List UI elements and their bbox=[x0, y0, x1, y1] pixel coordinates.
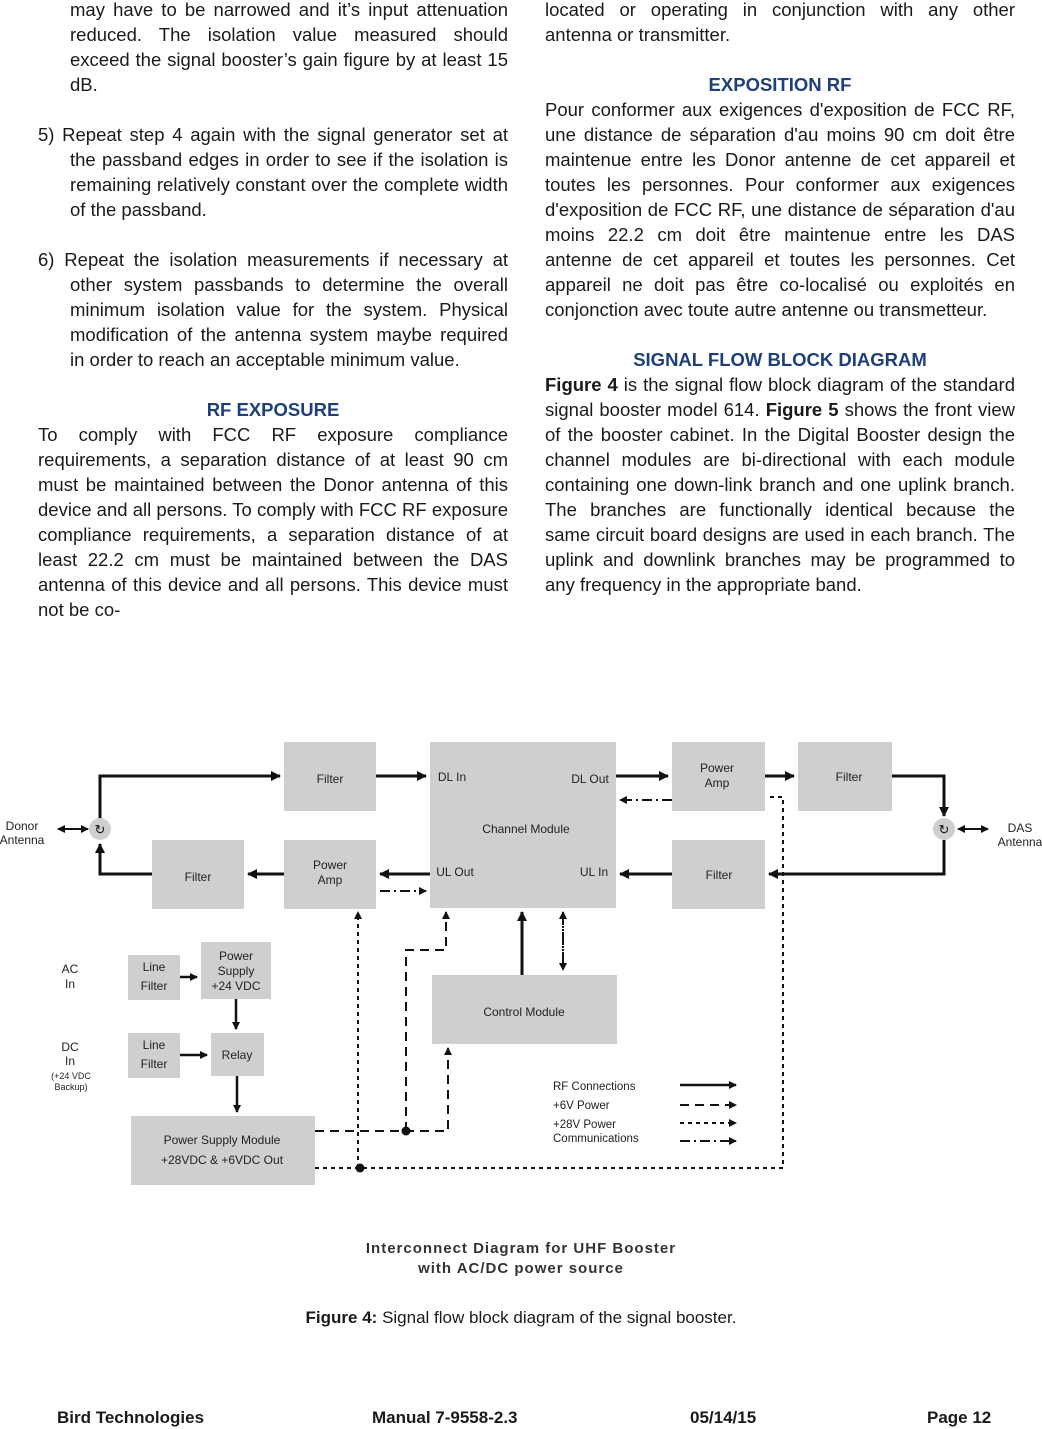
line-filter-label: Line bbox=[142, 1038, 166, 1052]
psm-label: Power Supply Module bbox=[163, 1133, 281, 1147]
das-antenna-label: DAS bbox=[1007, 821, 1033, 835]
ac-in-label: In bbox=[64, 977, 76, 991]
channel-module-label: Channel Module bbox=[482, 822, 570, 836]
interconnect-diagram bbox=[0, 735, 1042, 1280]
dc-in-label: In bbox=[64, 1054, 76, 1068]
das-antenna-label: Antenna bbox=[997, 835, 1042, 849]
ul-out-label: UL Out bbox=[436, 865, 474, 879]
signal-flow-text-1: is the signal flow block diagram of the standard signal booster model 614. bbox=[545, 374, 1015, 420]
left-column bbox=[38, 0, 508, 622]
line-filter-label: Filter bbox=[140, 979, 168, 993]
power-6v-lines bbox=[315, 912, 448, 1131]
junction-dot-2 bbox=[356, 1164, 365, 1173]
diagram-title-line-2: with AC/DC power source bbox=[418, 1260, 624, 1277]
legend-swatches bbox=[680, 1085, 736, 1141]
power-supply-label: +24 VDC bbox=[211, 979, 261, 993]
step-6: 6) Repeat the isolation measurements if necessary at other system passbands to determine the overall minimum isolation value for the system. Physical modification of the antenna system maybe required in order to reach an acceptable minimum value. bbox=[38, 249, 508, 370]
figure-4-ref: Figure 4 bbox=[545, 374, 618, 395]
filter-label: Filter bbox=[705, 868, 733, 882]
step-5: 5) Repeat step 4 again with the signal generator set at the passband edges in order to see if the isolation is remaining relatively constant over the complete width of the passband. bbox=[38, 124, 508, 220]
dc-backup-label: (+24 VDC bbox=[51, 1071, 91, 1081]
legend-comm-label: Communications bbox=[553, 1133, 639, 1145]
footer-company: Bird Technologies bbox=[57, 1408, 205, 1427]
legend-28v-label: +28V Power bbox=[553, 1119, 616, 1131]
ac-in-label: AC bbox=[61, 962, 79, 976]
rf-exposure-heading: RF EXPOSURE bbox=[206, 399, 340, 420]
dc-backup-label: Backup) bbox=[54, 1082, 88, 1092]
legend-6v-label: +6V Power bbox=[553, 1100, 610, 1112]
caption-label: Figure 4: bbox=[305, 1308, 378, 1327]
filter-label: Filter bbox=[835, 770, 863, 784]
footer-page: Page 12 bbox=[927, 1408, 992, 1427]
line-filter-label: Filter bbox=[140, 1057, 168, 1071]
psm-label: +28VDC & +6VDC Out bbox=[160, 1153, 284, 1167]
das-coupler-glyph: ↻ bbox=[938, 822, 950, 837]
power-supply-label: Power bbox=[218, 949, 254, 963]
junction-dot bbox=[402, 1127, 411, 1136]
footer-date: 05/14/15 bbox=[690, 1408, 757, 1427]
diagram-title-line-1: Interconnect Diagram for UHF Booster bbox=[365, 1240, 677, 1257]
power-amp-label: Amp bbox=[704, 776, 730, 790]
control-module-label: Control Module bbox=[483, 1005, 565, 1019]
donor-antenna-label: Antenna bbox=[0, 833, 45, 847]
filter-label: Filter bbox=[316, 772, 344, 786]
exposition-rf-heading: EXPOSITION RF bbox=[708, 74, 852, 95]
line-filter-label: Line bbox=[142, 960, 166, 974]
exposition-rf-text: Pour conformer aux exigences d'exposition de FCC RF, une distance de séparation d'au moins 90 cm doit être maintenue entre les Donor antenne de cet appareil et toutes les personnes. Pour conformer aux exigences d'exposition de FCC RF, une distance de séparation d'au moins 22.2 cm doit être maintenue entre les DAS antenne de cet appareil et toutes les personnes. Cet appareil ne doit pas être co-localisé ou exploités en conjonction avec toute autre antenne ou transmetteur. bbox=[545, 99, 1015, 320]
signal-flow-text-2: shows the front view of the booster cabinet. In the Digital Booster design the channel modules are bi-directional with each module containing one down-link branch and one uplink branch. The branches are functionally identical because the same circuit board designs are used in each branch. The uplink and downlink branches may be programmed to any frequency in the appropriate band. bbox=[545, 399, 1016, 595]
filter-label: Filter bbox=[184, 870, 212, 884]
dc-in-label: DC bbox=[61, 1040, 79, 1054]
figure-5-ref: Figure 5 bbox=[765, 399, 839, 420]
right-column bbox=[545, 0, 1015, 597]
legend-rf-label: RF Connections bbox=[553, 1081, 636, 1093]
power-supply-label: Supply bbox=[217, 964, 255, 978]
dl-out-label: DL Out bbox=[571, 772, 609, 786]
dl-in-label: DL In bbox=[437, 770, 467, 784]
power-amp-label: Power bbox=[312, 858, 348, 872]
rf-exposure-text: To comply with FCC RF exposure compliance requirements, a separation distance of at least 90 cm must be maintained between the Donor antenna of this device and all persons. To comply with FCC RF exposure compliance requirements, a separation distance of at least 22.2 cm must be maintained between the DAS antenna of this device and all persons. This device must not be co- bbox=[38, 424, 508, 620]
continued-paragraph-right: located or operating in conjunction with any other antenna or transmitter. bbox=[545, 0, 1015, 45]
power-amp-label: Power bbox=[699, 761, 735, 775]
relay-label: Relay bbox=[221, 1048, 253, 1062]
ul-in-label: UL In bbox=[579, 865, 609, 879]
donor-antenna-label: Donor bbox=[5, 819, 39, 833]
donor-coupler-glyph: ↻ bbox=[94, 822, 106, 837]
figure-caption bbox=[0, 1308, 1042, 1328]
power-supply-module-box bbox=[131, 1116, 315, 1185]
caption-text: Signal flow block diagram of the signal booster. bbox=[377, 1308, 737, 1327]
diagram-legend bbox=[553, 1081, 639, 1145]
signal-flow-heading: SIGNAL FLOW BLOCK DIAGRAM bbox=[633, 349, 927, 370]
diagram-title bbox=[366, 1240, 676, 1277]
power-amp-label: Amp bbox=[317, 873, 343, 887]
signal-flow-text bbox=[545, 372, 1015, 597]
footer-manual: Manual 7-9558-2.3 bbox=[372, 1408, 518, 1427]
continued-paragraph: may have to be narrowed and it’s input attenuation reduced. The isolation value measured should exceed the signal booster’s gain figure by at least 15 dB. bbox=[70, 0, 508, 95]
